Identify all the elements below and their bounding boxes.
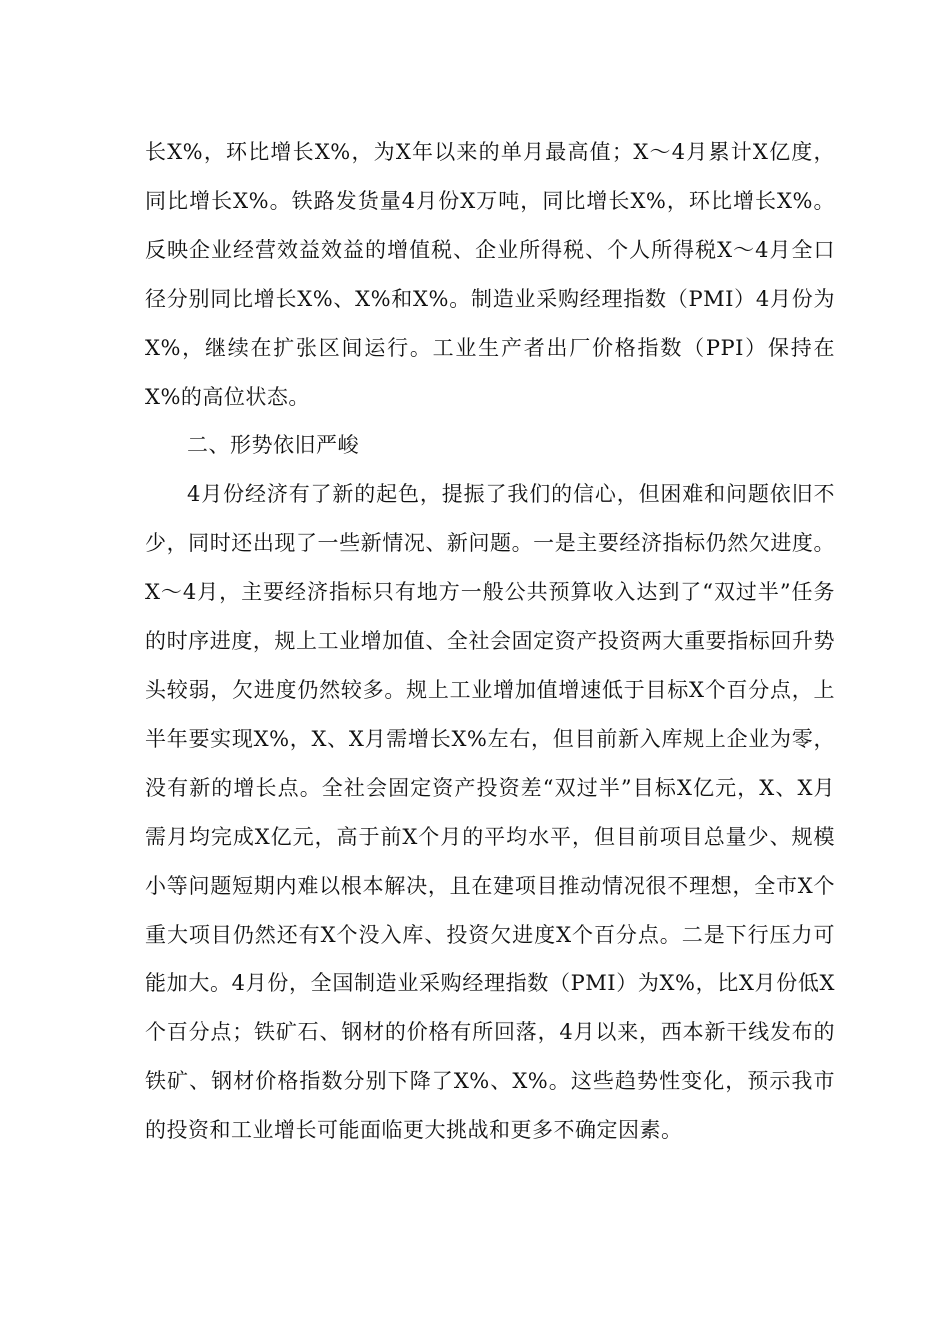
section-heading: 二、形势依旧严峻 bbox=[187, 433, 359, 458]
document-body bbox=[145, 128, 835, 1155]
paragraph-body: 4月份经济有了新的起色，提振了我们的信心，但困难和问题依旧不少，同时还出现了一些新情况、新问题。一是主要经济指标仍然欠进度。X～4月，主要经济指标只有地方一般公共预算收入达到了“双过半”任务的时序进度，规上工业增加值、全社会固定资产投资两大重要指标回升势头较弱，欠进度仍然较多。规上工业增加值增速低于目标X个百分点，上半年要实现X%，X、X月需增长X%左右，但目前新入库规上企业为零，没有新的增长点。全社会固定资产投资差“双过半”目标X亿元，X、X月需月均完成X亿元，高于前X个月的平均水平，但目前项目总量少、规模小等问题短期内难以根本解决，且在建项目推动情况很不理想，全市X个重大项目仍然还有X个没入库、投资欠进度X个百分点。二是下行压力可能加大。4月份，全国制造业采购经理指数（PMI）为X%，比X月份低X个百分点；铁矿石、钢材的价格有所回落，4月以来，西本新干线发布的铁矿、钢材价格指数分别下降了X%、X%。这些趋势性变化，预示我市的投资和工业增长可能面临更大挑战和更多不确定因素。 bbox=[145, 482, 835, 1143]
paragraph-continuation: 长X%，环比增长X%，为X年以来的单月最高值；X～4月累计X亿度，同比增长X%。铁路发货量4月份X万吨，同比增长X%，环比增长X%。反映企业经营效益效益的增值税、企业所得税、个人所得税X～4月全口径分别同比增长X%、X%和X%。制造业采购经理指数（PMI）4月份为X%，继续在扩张区间运行。工业生产者出厂价格指数（PPI）保持在X%的高位状态。 bbox=[145, 140, 835, 409]
